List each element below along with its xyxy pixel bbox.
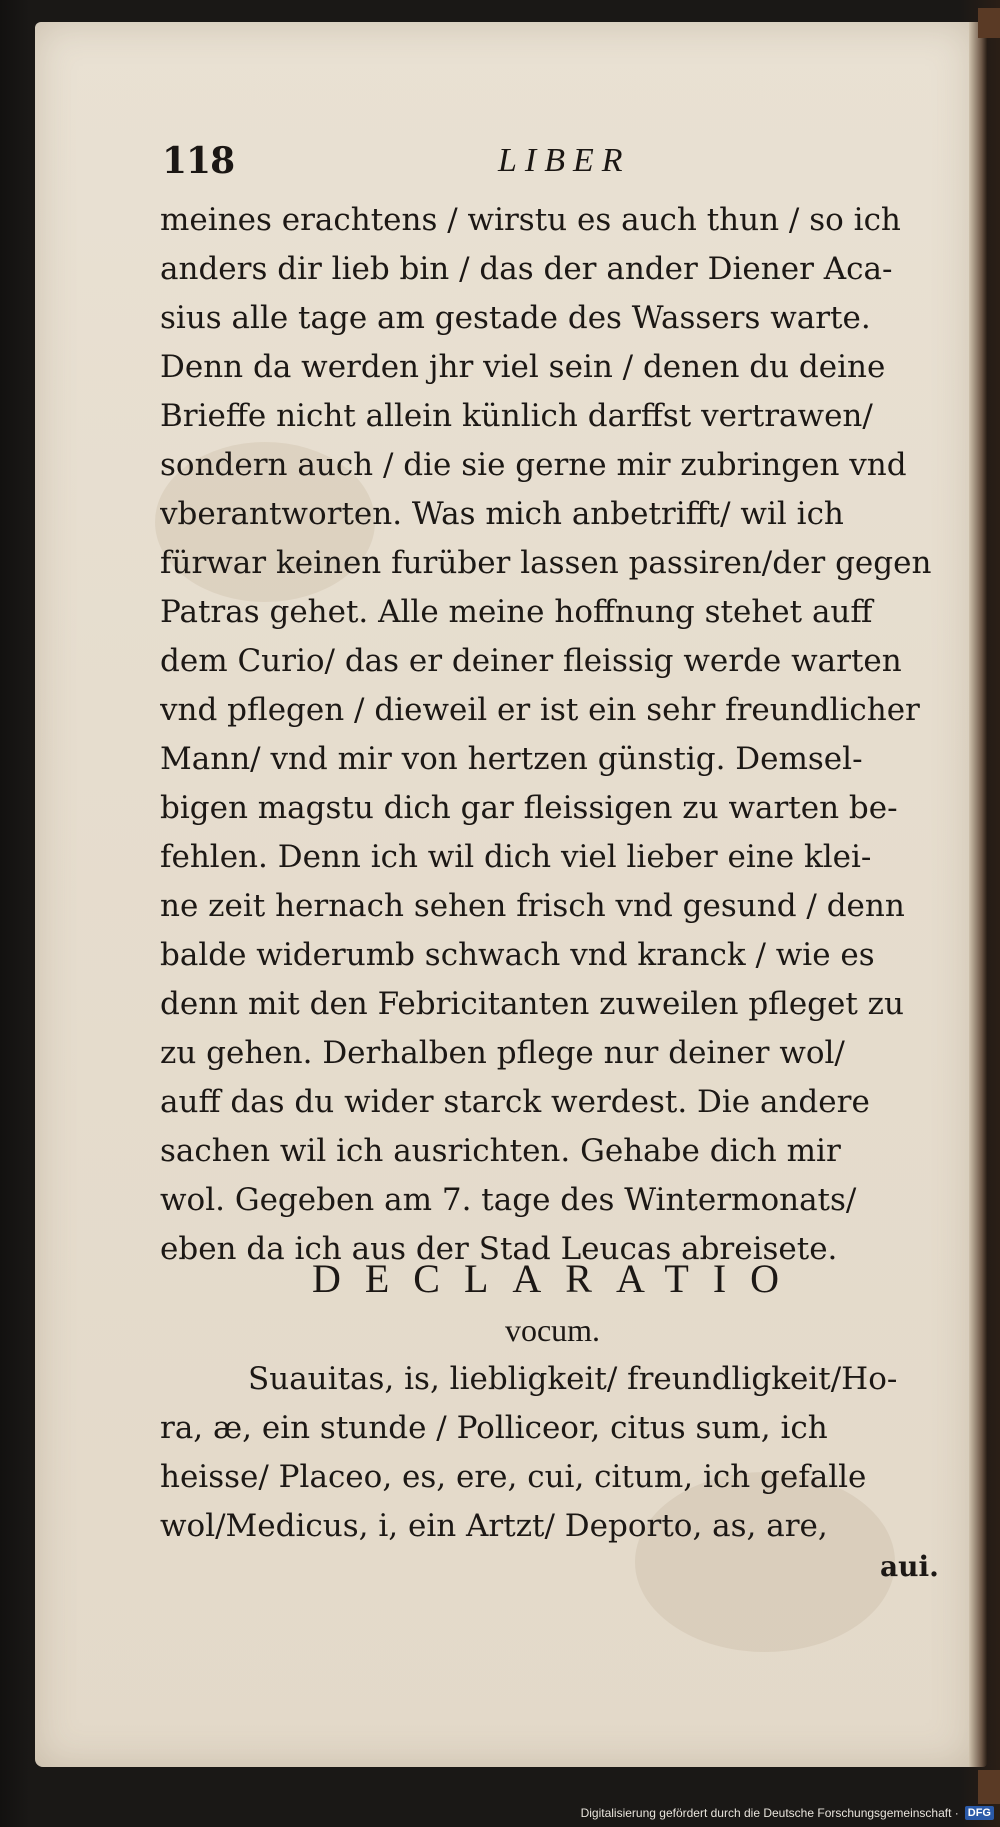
text-line: ne zeit hernach sehen frisch vnd gesund / denn (160, 888, 905, 924)
text-line: fürwar keinen furüber lassen passiren/der gegen (160, 545, 932, 581)
glossary-line: wol/Medicus, i, ein Artzt/ Deporto, as, are, (160, 1508, 828, 1544)
page-edge-mark (978, 8, 1000, 38)
digitization-footer (581, 1803, 994, 1823)
text-line: wol. Gegeben am 7. tage des Wintermonats/ (160, 1182, 857, 1218)
text-line: Mann/ vnd mir von hertzen günstig. Demsel- (160, 741, 863, 777)
catchword: aui. (880, 1550, 939, 1583)
text-line: Denn da werden jhr viel sein / denen du deine (160, 349, 886, 385)
footer-credit: Digitalisierung gefördert durch die Deutsche Forschungsgemeinschaft · (580, 1806, 959, 1820)
text-line: balde widerumb schwach vnd kranck / wie es (160, 937, 875, 973)
glossary-line: Suauitas, is, liebligkeit/ freundligkeit/Ho- (248, 1361, 898, 1397)
text-line: Patras gehet. Alle meine hoffnung stehet auff (160, 594, 873, 630)
text-line: sachen wil ich ausrichten. Gehabe dich mir (160, 1133, 841, 1169)
running-title: LIBER (498, 142, 631, 179)
page-header (138, 140, 898, 190)
text-line: auff das du wider starck werdest. Die andere (160, 1084, 870, 1120)
glossary-line: ra, æ, ein stunde / Polliceor, citus sum, ich (160, 1410, 828, 1446)
text-line: eben da ich aus der Stad Leucas abreisete. (160, 1231, 838, 1267)
text-line: fehlen. Denn ich wil dich viel lieber eine klei- (160, 839, 872, 875)
text-line: meines erachtens / wirstu es auch thun / so ich (160, 202, 901, 238)
text-line: anders dir lieb bin / das der ander Diener Aca- (160, 251, 893, 287)
page-edge-mark (978, 1770, 1000, 1804)
text-line: zu gehen. Derhalben pflege nur deiner wol/ (160, 1035, 845, 1071)
section-subtitle: vocum. (504, 1312, 601, 1348)
glossary-line: heisse/ Placeo, es, ere, cui, citum, ich gefalle (160, 1459, 867, 1495)
declaratio-heading (160, 1252, 945, 1354)
text-line: sius alle tage am gestade des Wassers warte. (160, 300, 871, 336)
text-line: Brieffe nicht allein künlich darffst vertrawen/ (160, 398, 873, 434)
text-line: denn mit den Febricitanten zuweilen pfleget zu (160, 986, 904, 1022)
text-line: vberantworten. Was mich anbetrifft/ wil ich (160, 496, 844, 532)
section-title: DECLARATIO (311, 1256, 804, 1301)
glossary-text (160, 1355, 945, 1551)
text-line: bigen magstu dich gar fleissigen zu warten be- (160, 790, 898, 826)
text-line: dem Curio/ das er deiner fleissig werde warten (160, 643, 902, 679)
text-line: vnd pflegen / dieweil er ist ein sehr freundlicher (160, 692, 920, 728)
text-line: sondern auch / die sie gerne mir zubringen vnd (160, 447, 907, 483)
dfg-logo: DFG (965, 1806, 994, 1820)
page-number: 118 (162, 140, 235, 182)
letter-text (160, 196, 945, 1274)
